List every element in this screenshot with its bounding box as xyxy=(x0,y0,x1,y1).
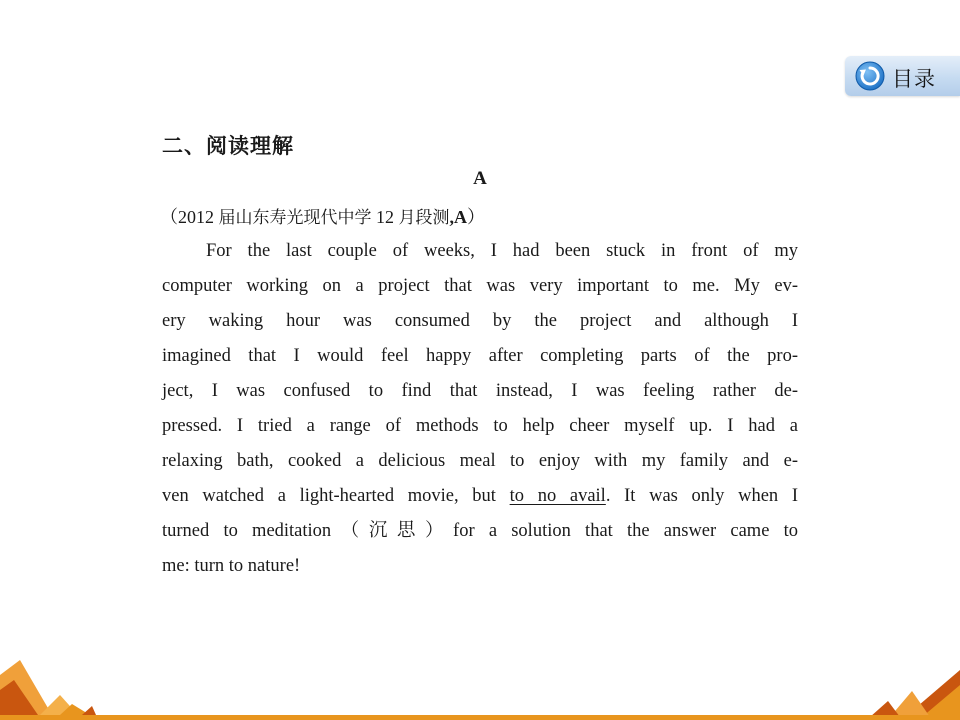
source-test: 月段测 xyxy=(398,208,450,228)
passage-line: For the last couple of weeks, I had been stuck in front of my xyxy=(206,241,798,261)
toc-label: 目录 xyxy=(892,67,936,91)
line-text-before: ven watched a light-hearted movie, but xyxy=(162,486,510,506)
passage-line: pressed. I tried a range of methods to help cheer myself up. I had a xyxy=(162,416,798,436)
passage-line: ery waking hour was consumed by the project and although I xyxy=(162,311,798,331)
source-year: 2012 xyxy=(178,207,214,227)
source-note xyxy=(160,203,485,229)
passage-body xyxy=(162,234,798,584)
corner-decoration-left xyxy=(0,660,110,720)
passage-line: relaxing bath, cooked a delicious meal to enjoy with my family and e- xyxy=(162,451,798,471)
passage-line xyxy=(162,479,798,514)
passage-line: ject, I was confused to find that instead, I was feeling rather de- xyxy=(162,381,798,401)
refresh-arrow-icon xyxy=(855,61,885,91)
passage-line: imagined that I would feel happy after completing parts of the pro- xyxy=(162,346,798,366)
passage-line: me: turn to nature! xyxy=(162,556,301,576)
source-school: 届山东寿光现代中学 xyxy=(218,208,372,228)
source-month: 12 xyxy=(376,207,394,227)
source-comma: , xyxy=(449,207,454,227)
bottom-accent-bar xyxy=(0,715,960,720)
underlined-phrase: to no avail xyxy=(509,486,606,506)
source-letter: A xyxy=(454,207,467,227)
passage-line: computer working on a project that was very important to me. My ev- xyxy=(162,276,798,296)
toc-button[interactable] xyxy=(845,56,960,96)
passage-line: turned to meditation（沉思）for a solution that the answer came to xyxy=(162,521,798,541)
source-open-paren: （ xyxy=(160,207,178,227)
passage-letter: A xyxy=(473,168,487,189)
line-text-after: . It was only when I xyxy=(605,486,799,506)
section-heading: 二、阅读理解 xyxy=(162,134,294,158)
corner-decoration-right xyxy=(860,665,960,720)
source-close-paren: ） xyxy=(467,207,485,227)
